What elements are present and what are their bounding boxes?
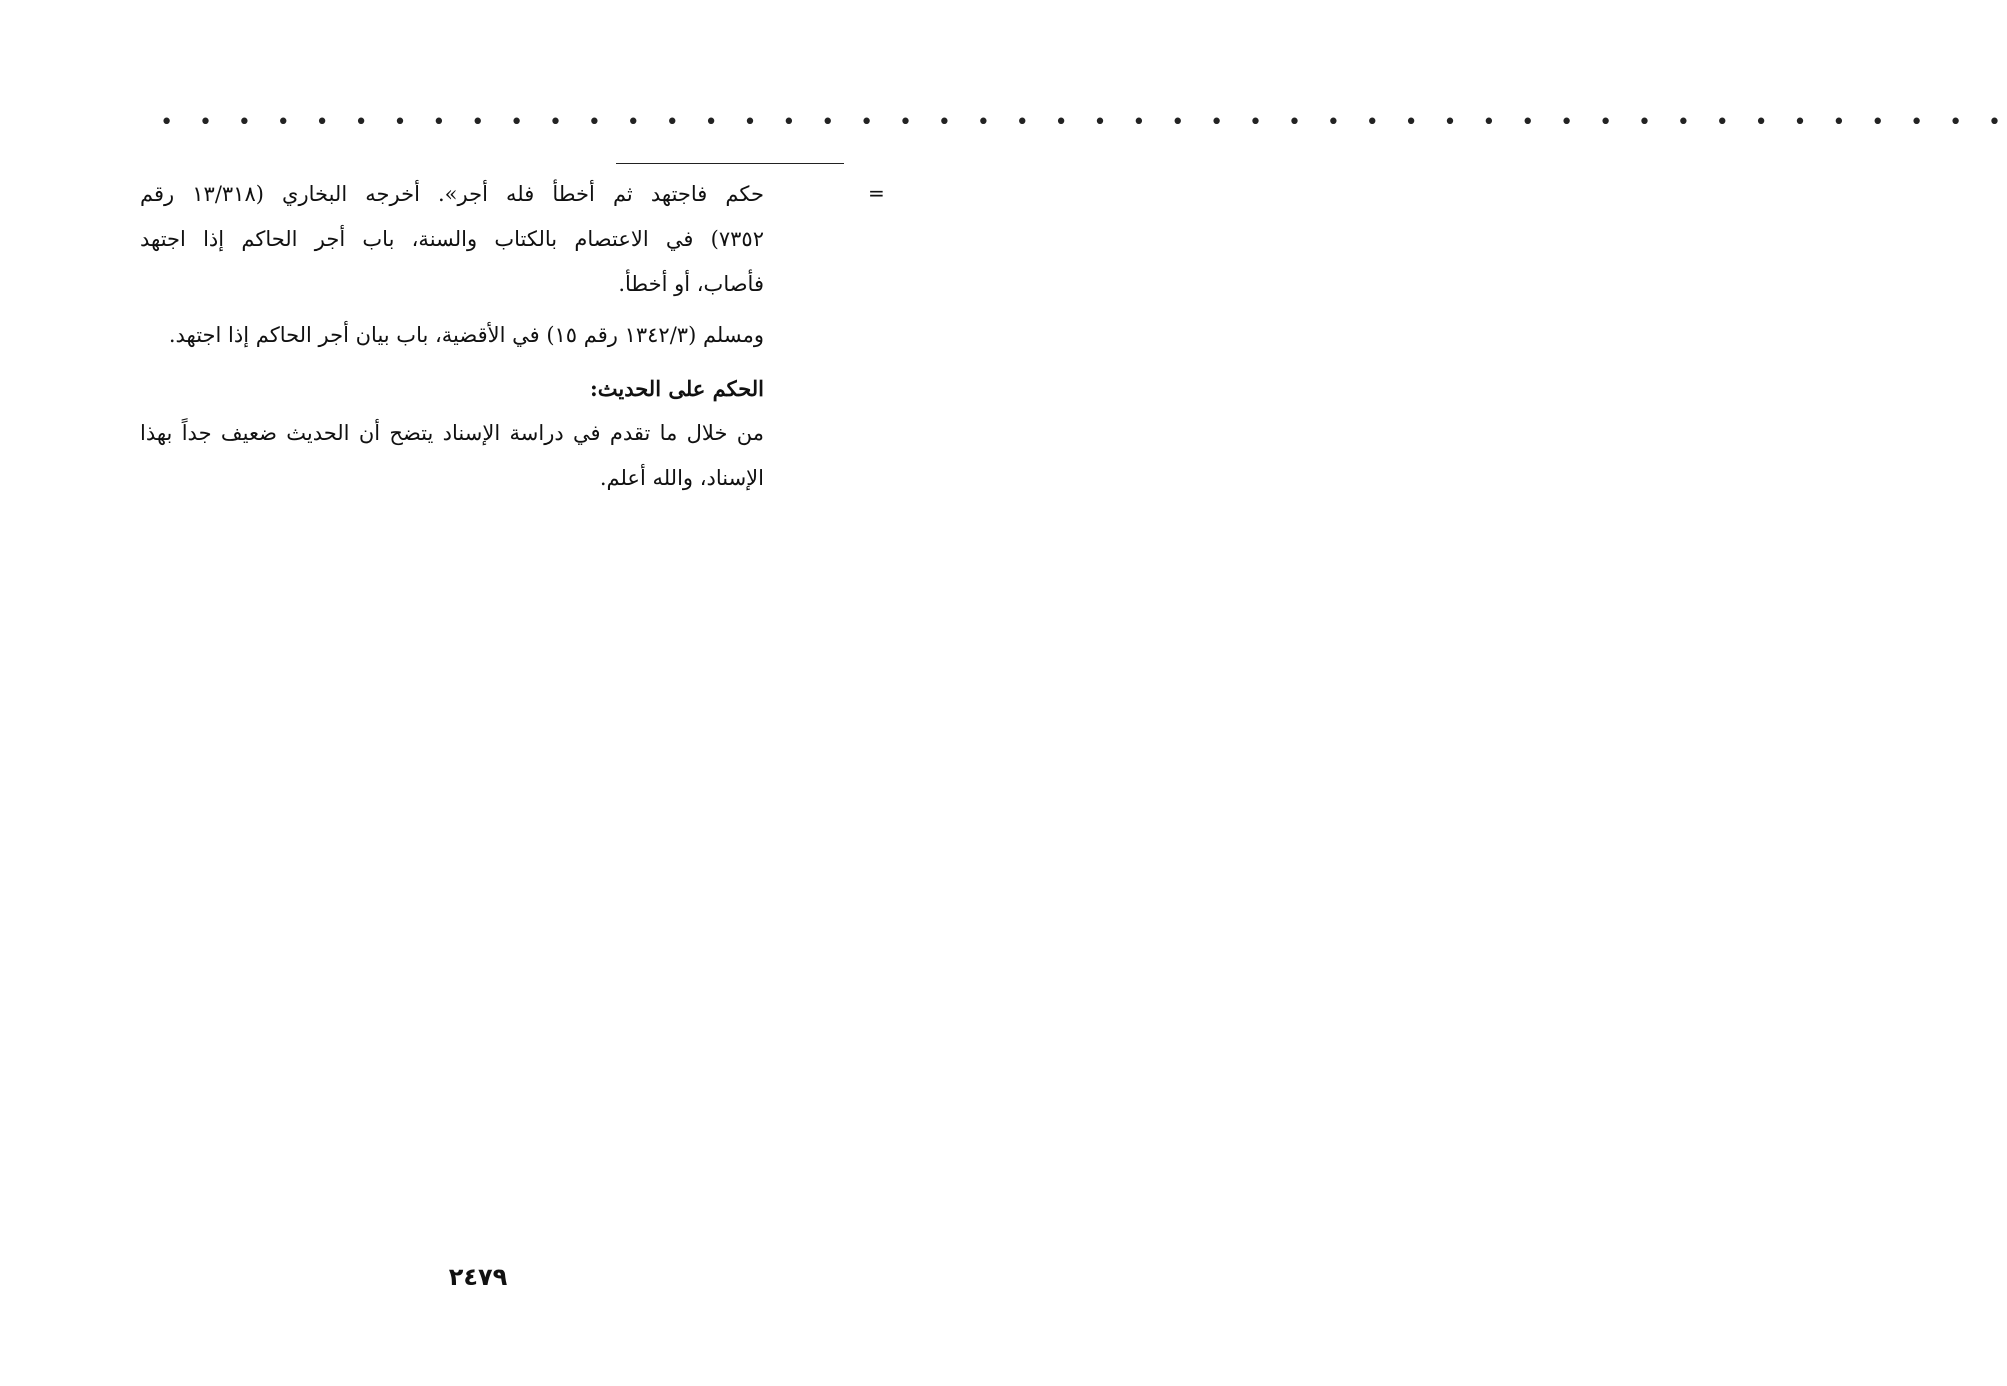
text-line: فأصاب، أو أخطأ. bbox=[618, 272, 764, 296]
footnote-paragraph-bukhari bbox=[140, 172, 764, 307]
page-number: ٢٤٧٩ bbox=[448, 1263, 508, 1291]
text-line: الإسناد، والله أعلم. bbox=[599, 466, 764, 490]
text-line: حكم فاجتهد ثم أخطأ فله أجر». أخرجه البخاري (١٣/٣١٨ رقم bbox=[140, 182, 764, 206]
text-line: من خلال ما تقدم في دراسة الإسناد يتضح أن الحديث ضعيف جداً بهذا bbox=[140, 421, 764, 445]
footnote-separator-line bbox=[616, 163, 844, 164]
footnote-text bbox=[140, 172, 764, 501]
text-line: ٧٣٥٢) في الاعتصام بالكتاب والسنة، باب أجر الحاكم إذا اجتهد bbox=[140, 227, 764, 251]
ruling-paragraph bbox=[140, 411, 764, 501]
header-dotted-rule: • • • • • • • • • • • • • • • • • • • • • • • • • • • • • • • • • • • • • • • • • • • • • • • • bbox=[160, 110, 2007, 135]
continuation-mark: = bbox=[868, 181, 885, 205]
section-heading-hadith-ruling: الحكم على الحديث: bbox=[590, 376, 764, 401]
footnote-paragraph-muslim bbox=[140, 313, 764, 358]
text-line: ومسلم (١٣٤٢/٣ رقم ١٥) في الأقضية، باب بيان أجر الحاكم إذا اجتهد. bbox=[168, 323, 764, 347]
